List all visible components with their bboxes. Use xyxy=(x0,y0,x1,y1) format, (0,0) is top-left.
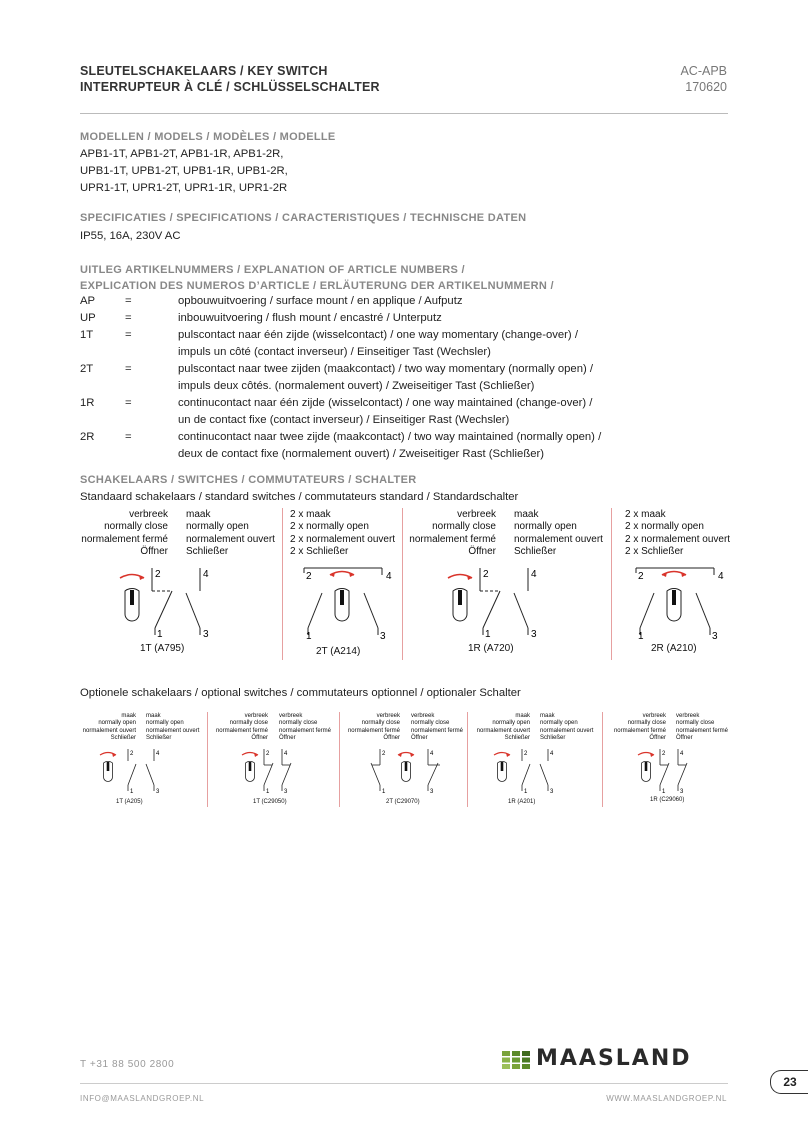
no-label-line: normalement ouvert xyxy=(186,533,275,545)
no-label-line: Schließer xyxy=(110,735,136,742)
maasland-logo xyxy=(502,1046,728,1071)
models-title: MODELLEN / MODELS / MODÈLES / MODELLE xyxy=(80,131,336,143)
no-label-line: Schließer xyxy=(540,735,566,742)
nc-label-line: verbreek xyxy=(376,713,400,719)
page-number: 23 xyxy=(770,1070,808,1094)
terminal-label: 3 xyxy=(156,789,160,795)
switch-diagram-1r-a201 xyxy=(490,747,560,797)
terminal-label: 3 xyxy=(430,789,434,795)
title-line-2: INTERRUPTEUR À CLÉ / SCHLÜSSELSCHALTER xyxy=(80,80,380,94)
no-label-line: normalement ouvert xyxy=(82,727,136,734)
no-label-line: Schließer xyxy=(504,735,530,742)
terminal-label: 4 xyxy=(203,569,209,580)
nc-label-line: normally close xyxy=(361,720,400,727)
article-description xyxy=(178,361,738,395)
no2-label-line: 2 x Schließer xyxy=(625,545,684,557)
terminal-label: 3 xyxy=(203,629,209,640)
no-label-line: normally open xyxy=(186,521,249,533)
no2-label-line: 2 x maak xyxy=(625,509,666,520)
switch-diagram-2t xyxy=(300,563,400,645)
terminal-label: 4 xyxy=(284,751,288,757)
article-row-2t xyxy=(80,361,740,395)
nc-label-line: normalement fermé xyxy=(347,727,400,734)
specs-title: SPECIFICATIES / SPECIFICATIONS / CARACTERISTIQUES / TECHNISCHE DATEN xyxy=(80,212,527,224)
nc-label-line: normally close xyxy=(627,720,666,727)
terminal-label: 4 xyxy=(156,751,160,757)
nc-label-line: Öffner xyxy=(676,735,693,742)
nc-label-line: normally close xyxy=(432,521,496,533)
models-list xyxy=(80,146,288,197)
terminal-label: 4 xyxy=(718,571,724,582)
terminal-label: 4 xyxy=(430,751,434,757)
no-label-line: normally open xyxy=(492,720,530,727)
switch-diagram-1t-c29050 xyxy=(238,747,308,797)
nc-label-line: normalement fermé xyxy=(676,727,729,734)
article-description: inbouwuitvoering / flush mount / encastré / Unterputz xyxy=(178,312,442,324)
no-label-line: normalement ouvert xyxy=(540,727,594,734)
switches-subtitle: Standaard schakelaars / standard switches / commutateurs standard / Standardschalter xyxy=(80,491,519,503)
nc-label-line: Öffner xyxy=(140,545,168,557)
no-label-line: normally open xyxy=(540,720,578,727)
optional-caption: 1R (A201) xyxy=(508,799,536,805)
terminal-label: 4 xyxy=(680,751,684,757)
terminal-label: 1 xyxy=(662,789,666,795)
nc-label-line: normalement fermé xyxy=(613,727,666,734)
description-line: impuls deux côtés. (normalement ouvert) / Zweiseitiger Tast (Schließer) xyxy=(178,379,535,392)
document-title xyxy=(80,63,380,95)
article-row-2r xyxy=(80,429,740,463)
nc-label xyxy=(388,509,496,558)
nc-label-line: verbreek xyxy=(244,713,268,719)
specs-text: IP55, 16A, 230V AC xyxy=(80,230,181,242)
switch-diagram-1t-a205 xyxy=(96,747,166,797)
nc-label-line: normally close xyxy=(676,720,715,727)
terminal-label: 2 xyxy=(155,569,161,580)
nc-label-line: normally close xyxy=(104,521,168,533)
switch-caption: 1T (A795) xyxy=(140,643,185,654)
nc-label-line: normally close xyxy=(279,720,318,727)
footer-phone: T +31 88 500 2800 xyxy=(80,1059,175,1070)
description-line: continucontact naar twee zijde (maakcontact) / two way maintained (normally open) / xyxy=(178,431,602,443)
no-label xyxy=(514,509,603,558)
title-line-1: SLEUTELSCHAKELAARS / KEY SWITCH xyxy=(80,64,328,78)
footer-divider xyxy=(80,1083,728,1084)
no-label xyxy=(464,713,530,743)
optional-subtitle: Optionele schakelaars / optional switches / commutateurs optionnel / optionaler Schalter xyxy=(80,687,521,699)
description-line: un de contact fixe (contact inverseur) / Einseitiger Rast (Wechsler) xyxy=(178,413,510,426)
no-label-line: maak xyxy=(121,713,136,719)
optional-caption: 2T (C29070) xyxy=(386,799,420,805)
terminal-label: 3 xyxy=(380,631,386,642)
nc-label-line: verbreek xyxy=(457,509,496,520)
description-line: impuls un côté (contact inverseur) / Einseitiger Tast (Wechsler) xyxy=(178,345,491,358)
equals-sign: = xyxy=(125,363,132,375)
no2-label-line: 2 x maak xyxy=(290,509,331,520)
article-description xyxy=(178,327,738,361)
nc-label xyxy=(60,509,168,558)
no-label xyxy=(186,509,275,558)
panel-separator xyxy=(282,508,283,660)
nc-label-line: normalement fermé xyxy=(409,533,496,545)
nc-label xyxy=(600,713,666,743)
description-line: pulscontact naar één zijde (wisselcontact) / one way momentary (change-over) / xyxy=(178,329,578,341)
no-label-line: maak xyxy=(146,713,161,719)
models-line: UPB1-1T, UPB1-2T, UPB1-1R, UPB1-2R, xyxy=(80,165,288,177)
terminal-label: 1 xyxy=(485,629,491,640)
footer-email[interactable]: INFO@MAASLANDGROEP.NL xyxy=(80,1094,205,1103)
document-code xyxy=(680,63,727,95)
switch-caption: 2T (A214) xyxy=(316,646,361,657)
terminal-label: 2 xyxy=(638,571,644,582)
no2-label-line: 2 x normalement ouvert xyxy=(625,533,731,545)
models-line: APB1-1T, APB1-2T, APB1-1R, APB1-2R, xyxy=(80,148,284,160)
no-label xyxy=(146,713,199,743)
terminal-label: 4 xyxy=(531,569,537,580)
article-code: 1R xyxy=(80,397,95,409)
terminal-label: 2 xyxy=(524,751,528,757)
nc-label-line: Öffner xyxy=(279,735,296,742)
terminal-label: 4 xyxy=(386,571,392,582)
nc-label-line: Öffner xyxy=(468,545,496,557)
no2-label-line: 2 x normalement ouvert xyxy=(290,533,396,545)
article-code: 2T xyxy=(80,363,94,375)
terminal-label: 2 xyxy=(266,751,270,757)
terminal-label: 3 xyxy=(550,789,554,795)
article-row-1t xyxy=(80,327,740,361)
no-label-line: normalement ouvert xyxy=(476,727,530,734)
logo-mark-icon xyxy=(502,1051,532,1069)
description-line: continucontact naar één zijde (wisselcontact) / one way maintained (change-over) / xyxy=(178,397,593,409)
equals-sign: = xyxy=(125,329,132,341)
nc-label-line: normalement fermé xyxy=(81,533,168,545)
articles-title xyxy=(80,262,554,294)
optional-caption: 1T (C29050) xyxy=(253,799,287,805)
article-code: AC-APB xyxy=(680,64,727,78)
switches-title: SCHAKELAARS / SWITCHES / COMMUTATEURS / SCHALTER xyxy=(80,474,417,486)
nc-label-line: verbreek xyxy=(676,713,700,719)
nc-label xyxy=(676,713,728,743)
no2-label-line: 2 x normally open xyxy=(625,521,704,533)
equals-sign: = xyxy=(125,295,132,307)
nc-label-line: normalement fermé xyxy=(411,727,464,734)
terminal-label: 3 xyxy=(284,789,288,795)
articles-title-line: EXPLICATION DES NUMEROS D’ARTICLE / ERLÄUTERUNG DER ARTIKELNUMMERN / xyxy=(80,280,554,292)
article-row-1r xyxy=(80,395,740,429)
nc-label-line: verbreek xyxy=(279,713,303,719)
no-label xyxy=(540,713,593,743)
no-label-line: Schließer xyxy=(186,545,229,557)
nc-label xyxy=(411,713,463,743)
nc-label-line: normally close xyxy=(229,720,268,727)
terminal-label: 2 xyxy=(382,751,386,757)
terminal-label: 4 xyxy=(550,751,554,757)
terminal-label: 2 xyxy=(306,571,312,582)
no-label-line: normalement ouvert xyxy=(514,533,603,545)
nc-label-line: Öffner xyxy=(411,735,428,742)
no-label-line: normally open xyxy=(98,720,136,727)
terminal-label: 1 xyxy=(266,789,270,795)
no-label xyxy=(70,713,136,743)
terminal-label: 1 xyxy=(157,629,163,640)
article-code: 1T xyxy=(80,329,94,341)
nc-label xyxy=(202,713,268,743)
panel-separator xyxy=(611,508,612,660)
no-label-line: normally open xyxy=(514,521,577,533)
models-line: UPR1-1T, UPR1-2T, UPR1-1R, UPR1-2R xyxy=(80,182,288,194)
nc-label-line: normalement fermé xyxy=(215,727,268,734)
switch-caption: 1R (A720) xyxy=(468,643,514,654)
article-description xyxy=(178,429,738,463)
equals-sign: = xyxy=(125,312,132,324)
description-line: deux de contact fixe (normalement ouvert) / Zweiseitiger Rast (Schließer) xyxy=(178,447,545,460)
terminal-label: 1 xyxy=(130,789,134,795)
terminal-label: 3 xyxy=(531,629,537,640)
nc-label xyxy=(279,713,331,743)
article-description: opbouwuitvoering / surface mount / en applique / Aufputz xyxy=(178,295,463,307)
equals-sign: = xyxy=(125,431,132,443)
no-label-line: Schließer xyxy=(514,545,557,557)
no2-label xyxy=(625,509,730,558)
nc-label xyxy=(334,713,400,743)
optional-caption: 1R (C29060) xyxy=(650,797,685,803)
switch-diagram-1t xyxy=(100,563,230,645)
optional-caption: 1T (A205) xyxy=(116,799,143,805)
article-code: AP xyxy=(80,295,96,307)
article-description xyxy=(178,395,738,429)
nc-label-line: verbreek xyxy=(642,713,666,719)
terminal-label: 1 xyxy=(524,789,528,795)
switch-diagram-1r xyxy=(428,563,558,645)
switch-diagram-1r-c29060 xyxy=(634,747,704,797)
switch-caption: 2R (A210) xyxy=(651,643,697,654)
nc-label-line: Öffner xyxy=(383,735,400,742)
no-label-line: maak xyxy=(540,713,555,719)
switch-diagram-2r xyxy=(632,563,732,645)
logo-text: MAASLAND xyxy=(536,1046,692,1071)
nc-label-line: Öffner xyxy=(251,735,268,742)
nc-label-line: normally close xyxy=(411,720,450,727)
no-label-line: maak xyxy=(515,713,530,719)
article-code: 2R xyxy=(80,431,95,443)
footer-website[interactable]: WWW.MAASLANDGROEP.NL xyxy=(606,1094,727,1103)
terminal-label: 1 xyxy=(306,631,312,642)
terminal-label: 1 xyxy=(382,789,386,795)
no-label-line: maak xyxy=(186,509,211,520)
article-code: UP xyxy=(80,312,96,324)
no-label-line: normally open xyxy=(146,720,184,727)
terminal-label: 2 xyxy=(483,569,489,580)
switch-diagram-2t-c29070 xyxy=(368,747,448,797)
terminal-label: 3 xyxy=(712,631,718,642)
header-divider xyxy=(80,113,728,114)
nc-label-line: verbreek xyxy=(411,713,435,719)
nc-label-line: Öffner xyxy=(649,735,666,742)
no2-label-line: 2 x Schließer xyxy=(290,545,349,557)
description-line: pulscontact naar twee zijden (maakcontact) / two way momentary (normally open) / xyxy=(178,363,594,375)
terminal-label: 3 xyxy=(680,789,684,795)
no2-label-line: 2 x normally open xyxy=(290,521,369,533)
no2-label xyxy=(290,509,395,558)
terminal-label: 2 xyxy=(130,751,134,757)
revision-code: 170620 xyxy=(685,80,727,94)
articles-title-line: UITLEG ARTIKELNUMMERS / EXPLANATION OF ARTICLE NUMBERS / xyxy=(80,264,465,276)
terminal-label: 2 xyxy=(662,751,666,757)
nc-label-line: verbreek xyxy=(129,509,168,520)
nc-label-line: normalement fermé xyxy=(279,727,332,734)
no-label-line: Schließer xyxy=(146,735,172,742)
terminal-label: 1 xyxy=(638,631,644,642)
no-label-line: maak xyxy=(514,509,539,520)
equals-sign: = xyxy=(125,397,132,409)
no-label-line: normalement ouvert xyxy=(146,727,200,734)
